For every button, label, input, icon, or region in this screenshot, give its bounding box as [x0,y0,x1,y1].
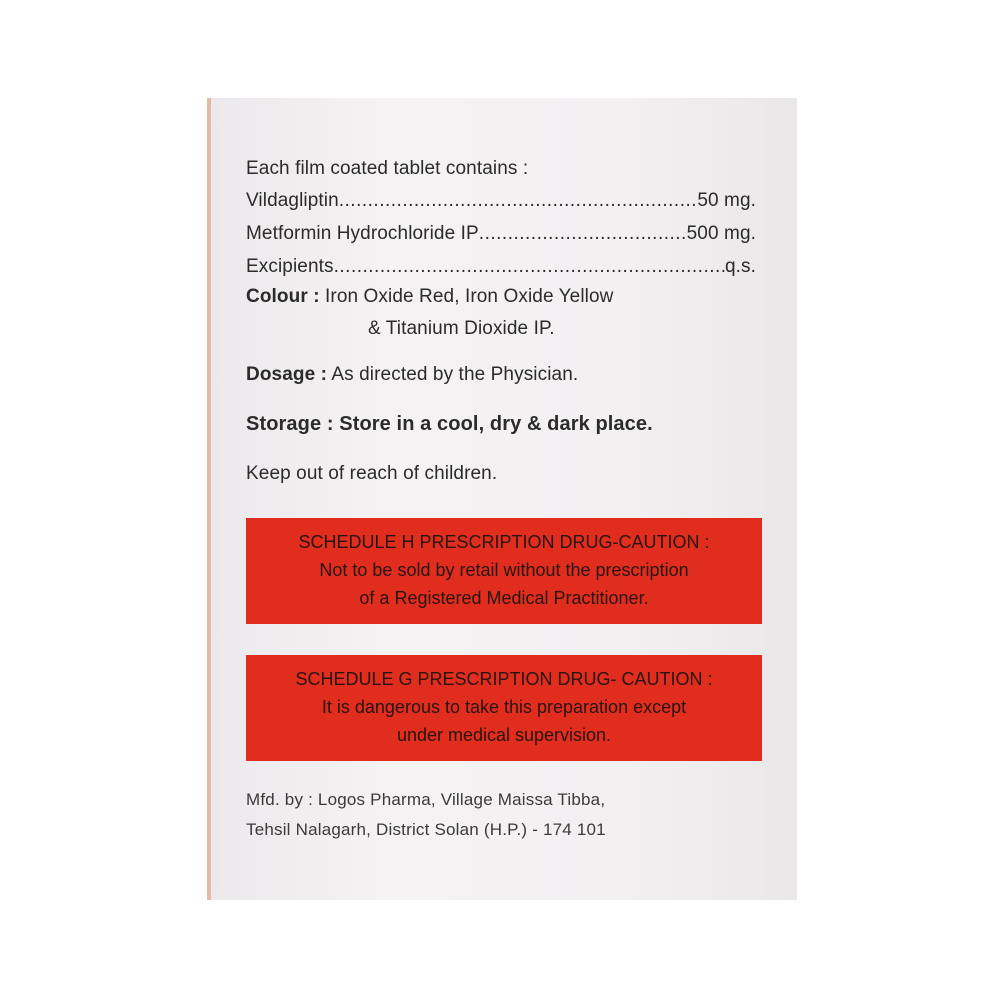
ingredient-name: Metformin Hydrochloride IP [246,223,479,244]
carton-panel [207,98,797,900]
ingredient-qty: 50 mg. [697,190,756,211]
leader-dots [334,256,725,278]
storage-label: Storage : [246,413,334,435]
colour-label: Colour : [246,286,320,307]
manufacturer-line-2: Tehsil Nalagarh, District Solan (H.P.) - 174 101 [246,820,606,839]
children-warning: Keep out of reach of children. [246,463,498,484]
storage-line [246,413,653,436]
schedule-g-line-1: It is dangerous to take this preparation except [321,697,687,717]
colour-line-2: & Titanium Dioxide IP. [368,318,555,339]
leader-dots [479,223,687,245]
colour-text: Iron Oxide Red, Iron Oxide Yellow [325,286,614,307]
storage-text: Store in a cool, dry & dark place. [339,413,653,435]
schedule-h-title: SCHEDULE H PRESCRIPTION DRUG-CAUTION : [298,532,710,552]
ingredient-qty: 500 mg. [686,223,756,244]
schedule-g-line-2: under medical supervision. [396,725,612,745]
colour-line [246,286,613,308]
schedule-h-line-2: of a Registered Medical Practitioner. [359,588,649,608]
ingredient-row-vildagliptin [246,190,756,212]
contains-label: Each film coated tablet contains : [246,158,529,179]
ingredient-row-excipients [246,256,756,278]
ingredient-name: Excipients [246,256,334,277]
schedule-g-caution-box [246,655,762,761]
dosage-line [246,364,578,386]
ingredient-row-metformin [246,223,756,245]
ingredient-name: Vildagliptin [246,190,339,211]
ingredient-qty: q.s. [724,256,756,277]
schedule-h-caution-box [246,518,762,624]
dosage-text: As directed by the Physician. [331,364,579,385]
schedule-h-line-1: Not to be sold by retail without the prescription [319,560,689,580]
dosage-label: Dosage : [246,364,328,385]
leader-dots [339,190,698,212]
schedule-g-title: SCHEDULE G PRESCRIPTION DRUG- CAUTION : [295,669,713,689]
manufacturer-line-1: Mfd. by : Logos Pharma, Village Maissa Tibba, [246,790,606,809]
